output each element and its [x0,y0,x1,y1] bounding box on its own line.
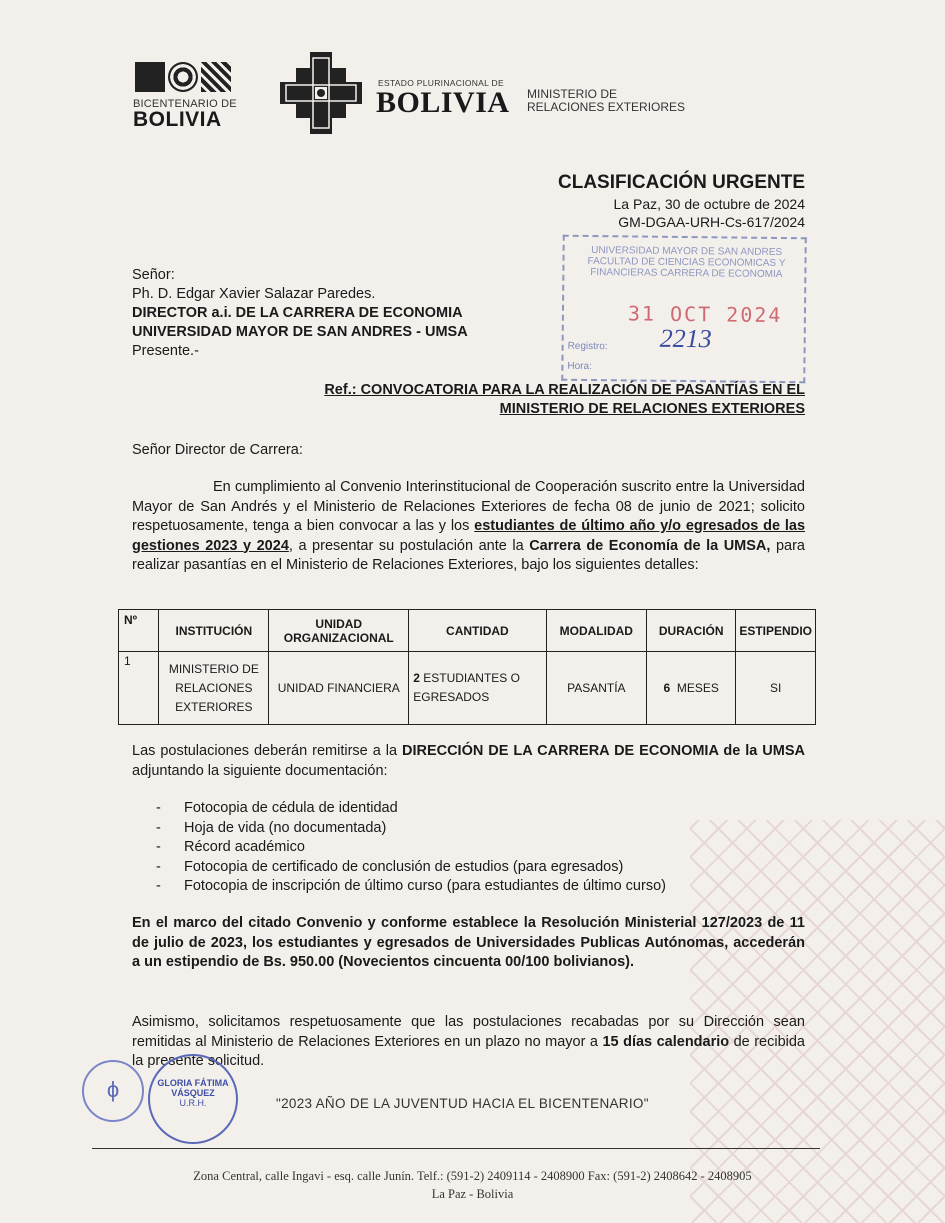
signature-seal: ϕ [82,1060,144,1122]
pattern-icon [201,62,231,92]
col-header-duracion: DURACIÓN [647,610,736,652]
cell-duracion-text: MESES [676,680,719,695]
table-row [119,652,816,725]
footer-divider [92,1148,820,1149]
table-header-row [119,610,816,652]
cell-cantidad-text: ESTUDIANTES O EGRESADOS [413,671,520,704]
greeting: Señor Director de Carrera: [132,442,303,458]
paragraph2-bold: DIRECCIÓN DE LA CARRERA DE ECONOMIA de la UMSA [401,743,805,759]
bolivia-wordmark: BOLIVIA [376,86,510,119]
stamp-registro-label: Registro: [567,340,608,353]
reference-line2: MINISTERIO DE RELACIONES EXTERIORES [499,401,805,417]
addressee-position: DIRECTOR a.i. DE LA CARRERA DE ECONOMIA [132,305,463,321]
stamp-registro-number: 2213 [659,323,712,354]
letter-date: La Paz, 30 de octubre de 2024 [613,196,805,212]
list-item: - Récord académico [156,838,666,858]
bicentenario-label: BICENTENARIO DE [133,98,237,110]
paragraph4-text: Asimismo, solicitamos respetuosamente que las postulaciones recabadas por su Dirección sean remitidas al Ministerio de Relaciones Exteriores en un plazo no mayor a [132,1014,805,1050]
stamp-institution: UNIVERSIDAD MAYOR DE SAN ANDRES FACULTAD DE CIENCIAS ECONOMICAS Y FINANCIERAS CARRERA DE ECONOMIA [587,245,786,281]
cell-duracion-number: 6 [663,680,671,695]
col-header-cantidad: CANTIDAD [409,610,546,652]
list-item: - Hoja de vida (no documentada) [156,819,666,839]
paragraph2-text: Las postulaciones deberán remitirse a la [132,743,402,759]
chakana-emblem-icon [280,52,362,134]
letter-code: GM-DGAA-URH-Cs-617/2024 [618,214,805,230]
addressee-block [132,266,468,361]
glyph-icon [135,62,165,92]
estado-label: ESTADO PLURINACIONAL DE [378,78,504,88]
ministerio-name [527,88,685,114]
stamp-hora-label: Hora: [567,360,592,373]
cell-cantidad-number: 2 [413,671,420,685]
paragraph1-highlight: estudiantes de último año y/o egresados de las gestiones 2023 y 2024 [132,518,806,554]
paragraph1-bold: Carrera de Economía de la UMSA, [529,537,771,554]
stamp-date: 31 OCT 2024 [627,301,783,328]
addressee-presente: Presente.- [132,343,199,359]
paragraph2-text2: adjuntando la siguiente documentación: [132,762,388,779]
cell-estipendio: SI [736,652,816,725]
paragraph4-text2: de recibida la presente solicitud. [132,1033,805,1069]
paragraph-plazo [132,1013,805,1072]
bicentenario-country: BOLIVIA [133,108,222,131]
reference-subject [324,381,805,419]
col-header-unidad: UNIDAD ORGANIZACIONAL [269,610,409,652]
ministerio-line1: MINISTERIO DE [527,87,618,101]
cell-unidad: UNIDAD FINANCIERA [269,652,409,725]
list-item: - Fotocopia de certificado de conclusión de estudios (para egresados) [156,858,666,878]
cell-duracion [647,652,736,725]
bicentenario-logo [133,62,243,130]
col-header-estipendio: ESTIPENDIO [736,610,816,652]
list-item: - Fotocopia de cédula de identidad [156,799,666,819]
documents-list [156,799,666,897]
classification-title: CLASIFICACIÓN URGENTE [558,172,805,193]
paragraph-estipendio: En el marco del citado Convenio y conforme establece la Resolución Ministerial 127/2023 de 11 de julio de 2023, los estudiantes y egresados de Universidades Publicas Autónomas, accederán a un estipendio de Bs. 950.00 (Novecientos cincuenta 00/100 bolivianos). [132,915,805,970]
bicentenario-glyphs [135,62,243,92]
paragraph-postulaciones [132,742,805,781]
reception-stamp [561,235,807,384]
paragraph-convenio [132,478,805,576]
reference-line1: Ref.: CONVOCATORIA PARA LA REALIZACIÓN DE PASANTÍAS EN EL [324,382,805,398]
paragraph4-bold: 15 días calendario [602,1033,730,1050]
details-table [118,609,816,725]
col-header-modalidad: MODALIDAD [546,610,647,652]
spiral-icon [168,62,198,92]
seal-name: GLORIA FÁTIMA VÁSQUEZ [157,1078,229,1098]
paragraph1-text2: , a presentar su postulación ante la [288,537,530,554]
cell-modalidad: PASANTÍA [546,652,647,725]
paragraph1-text3: para realizar pasantías en el Ministerio de Relaciones Exteriores, bajo los siguientes detalles: [132,537,805,573]
cell-number: 1 [119,652,159,725]
paragraph1-text: En cumplimiento al Convenio Interinstitucional de Cooperación suscrito entre la Universidad Mayor de San Andrés y el Ministerio de Relaciones Exteriores de fecha 08 de junio de 2021; solicito respetuosamente, tenga a bien convocar a las y los [132,479,805,534]
footer-address-block [0,1167,945,1203]
footer-address: Zona Central, calle Ingavi - esq. calle Junín. Telf.: (591-2) 2409114 - 2408900 Fax: (591-2) 2408642 - 2408905 [193,1169,752,1183]
col-header-institucion: INSTITUCIÓN [159,610,269,652]
footer-city: La Paz - Bolivia [431,1187,514,1201]
cell-institucion: MINISTERIO DE RELACIONES EXTERIORES [159,652,269,725]
addressee-institution: UNIVERSIDAD MAYOR DE SAN ANDRES - UMSA [132,324,468,340]
list-item: - Fotocopia de inscripción de último curso (para estudiantes de último curso) [156,877,666,897]
col-header-number: Nº [119,610,159,652]
year-motto: "2023 AÑO DE LA JUVENTUD HACIA EL BICENTENARIO" [276,1096,649,1111]
seal-unit: U.R.H. [179,1098,207,1108]
addressee-name: Ph. D. Edgar Xavier Salazar Paredes. [132,286,376,302]
ministerio-line2: RELACIONES EXTERIORES [527,100,686,114]
official-seal [148,1054,238,1144]
cell-cantidad [409,652,546,725]
addressee-salutation: Señor: [132,267,175,283]
